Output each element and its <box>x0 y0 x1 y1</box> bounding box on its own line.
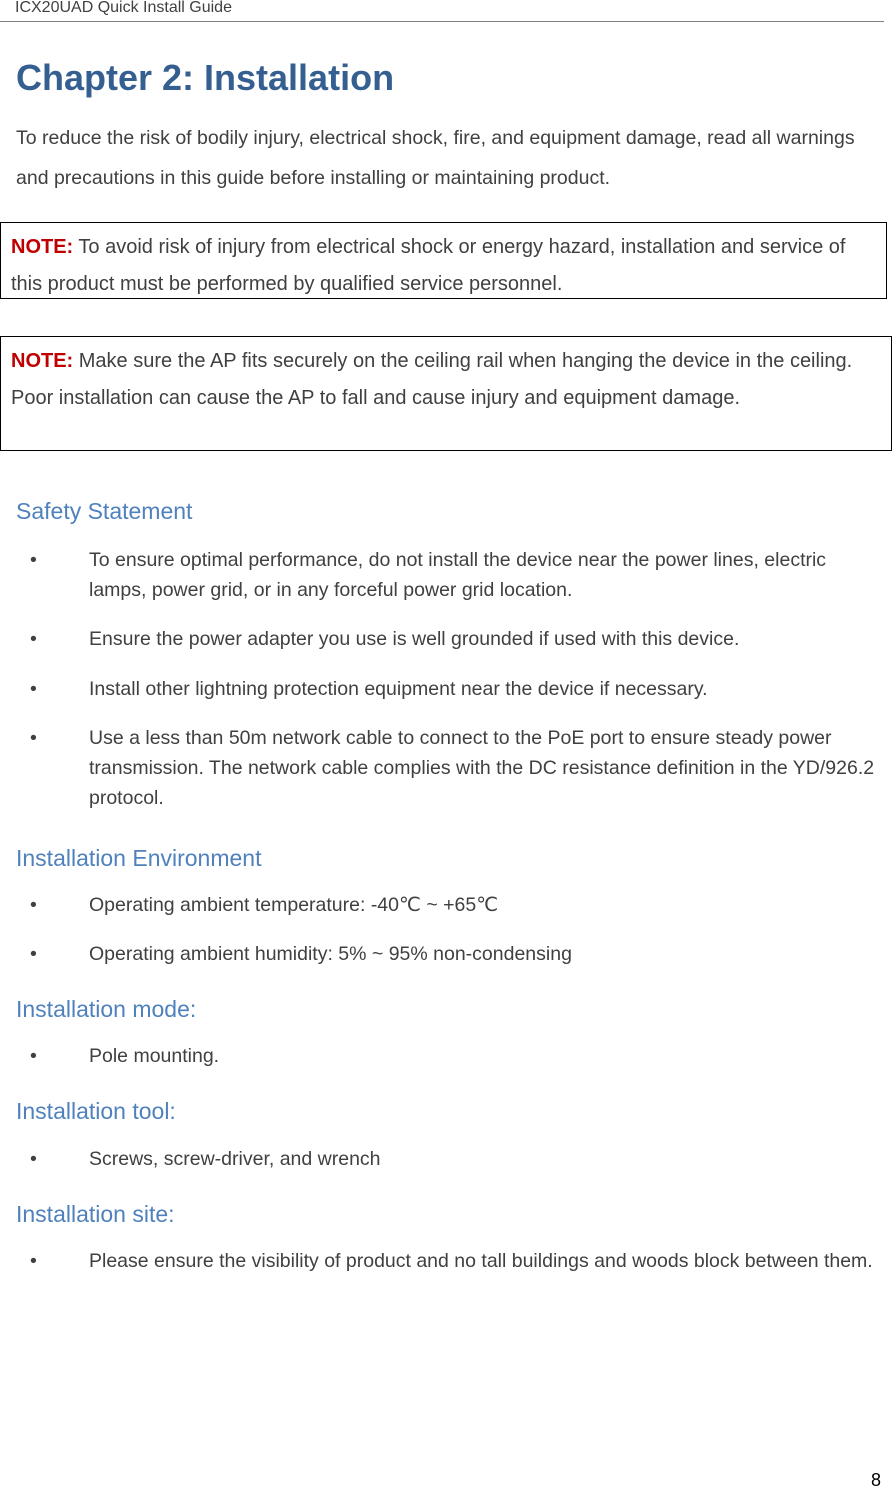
list-item <box>0 545 893 605</box>
safety-list <box>0 545 893 813</box>
list-item <box>0 890 893 920</box>
bullet-icon: • <box>30 894 37 916</box>
mode-list <box>0 1041 893 1071</box>
bullet-icon: • <box>30 549 37 571</box>
list-item <box>0 1246 893 1276</box>
environment-list <box>0 890 893 969</box>
list-item <box>0 939 893 969</box>
page-number: 8 <box>870 1470 881 1490</box>
list-item-text: To ensure optimal performance, do not install the device near the power lines, electric lamps, power grid, or in any forceful power grid location. <box>89 549 827 601</box>
note-label: NOTE: <box>11 236 74 258</box>
bullet-icon: • <box>30 628 37 650</box>
chapter-title: Chapter 2: Installation <box>16 57 395 98</box>
site-list <box>0 1246 893 1276</box>
bullet-icon: • <box>30 678 37 700</box>
list-item-text: Please ensure the visibility of product and no tall buildings and woods block between them. <box>89 1250 873 1272</box>
note-label: NOTE: <box>11 350 74 372</box>
section-heading-mode: Installation mode: <box>16 996 197 1022</box>
note-text: Make sure the AP fits securely on the ceiling rail when hanging the device in the ceiling. Poor installation can cause the AP to fall and cause injury and equipment damage. <box>11 350 853 409</box>
list-item-text: Screws, screw-driver, and wrench <box>89 1148 381 1170</box>
list-item <box>0 1041 893 1071</box>
list-item-text: Pole mounting. <box>89 1045 220 1067</box>
section-heading-environment: Installation Environment <box>16 845 262 871</box>
list-item-text: Operating ambient humidity: 5% ~ 95% non-condensing <box>89 943 572 965</box>
section-heading-safety: Safety Statement <box>16 498 193 524</box>
running-header-title: ICX20UAD Quick Install Guide <box>15 0 232 16</box>
list-item <box>0 1144 893 1174</box>
bullet-icon: • <box>30 727 37 749</box>
list-item-text: Ensure the power adapter you use is well grounded if used with this device. <box>89 628 740 650</box>
list-item <box>0 723 893 813</box>
section-heading-tool: Installation tool: <box>16 1098 176 1124</box>
section-heading-site: Installation site: <box>16 1201 175 1227</box>
list-item <box>0 674 893 704</box>
bullet-icon: • <box>30 943 37 965</box>
tool-list <box>0 1144 893 1174</box>
running-header <box>0 0 884 22</box>
list-item-text: Operating ambient temperature: -40℃ ~ +65℃ <box>89 894 499 916</box>
list-item <box>0 624 893 654</box>
note-box-electrical <box>0 222 887 299</box>
bullet-icon: • <box>30 1045 37 1067</box>
list-item-text: Install other lightning protection equipment near the device if necessary. <box>89 678 708 700</box>
bullet-icon: • <box>30 1148 37 1170</box>
list-item-text: Use a less than 50m network cable to connect to the PoE port to ensure steady power transmission. The network cable complies with the DC resistance definition in the YD/926.2 protocol. <box>89 727 875 809</box>
chapter-intro: To reduce the risk of bodily injury, electrical shock, fire, and equipment damage, read all warnings and precautions in this guide before installing or maintaining product. <box>16 127 855 189</box>
bullet-icon: • <box>30 1250 37 1272</box>
note-box-ceiling <box>0 336 892 451</box>
note-text: To avoid risk of injury from electrical shock or energy hazard, installation and service of this product must be performed by qualified service personnel. <box>11 236 846 295</box>
